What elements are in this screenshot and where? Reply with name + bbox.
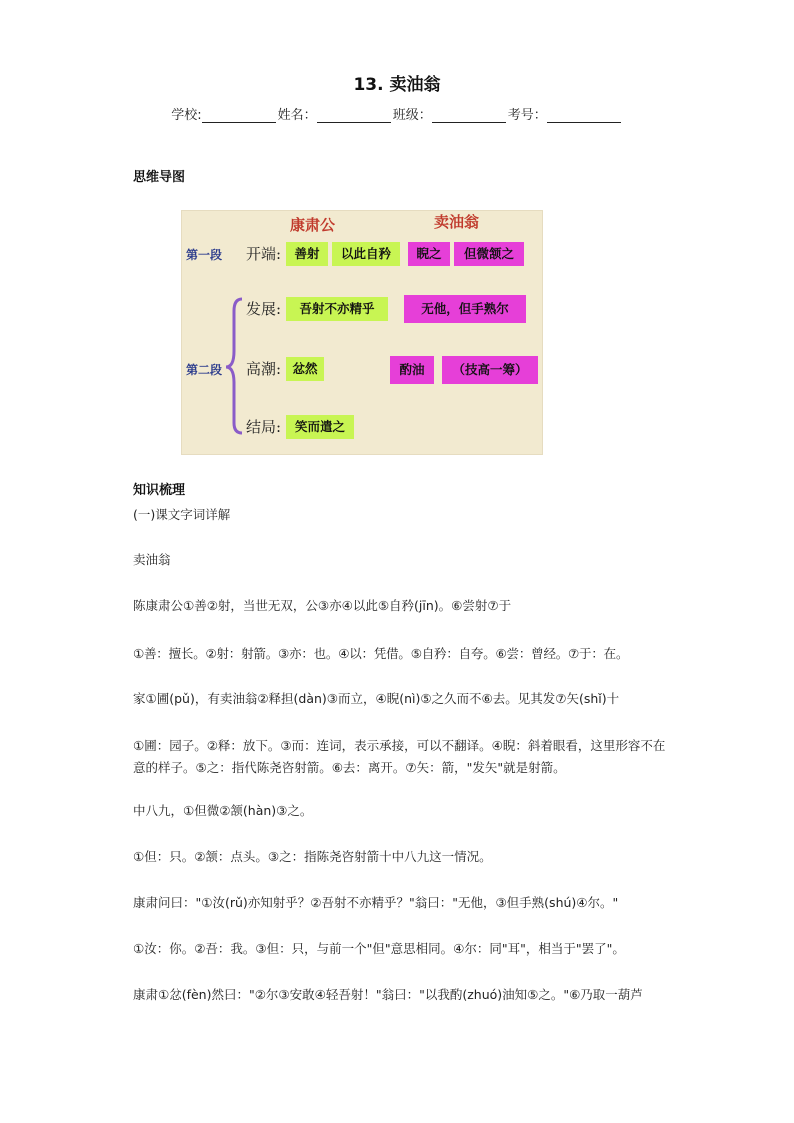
subsection-title: (一)课文字词详解 <box>133 507 231 522</box>
mindmap-label-end: 结局: <box>246 418 282 436</box>
mindmap-heading: 思维导图 <box>133 170 186 185</box>
mindmap-head-kangsu: 康肃公 <box>290 216 336 234</box>
mindmap-segment-1: 第一段 <box>186 248 223 262</box>
mindmap-label-climax: 高潮: <box>246 360 282 378</box>
school-blank[interactable] <box>202 110 276 123</box>
mindmap-segment-2: 第二段 <box>186 363 223 377</box>
name-blank[interactable] <box>317 110 391 123</box>
note-line-2: ①圃：园子。②释：放下。③而：连词，表示承接，可以不翻译。④睨：斜着眼看，这里形容不在意的样子。⑤之：指代陈尧咨射箭。⑥去：离开。⑦矢：箭，"发矢"就是射箭。 <box>133 738 666 775</box>
mindmap-box-wusheshujingbu: 吾射不亦精乎 <box>286 297 388 321</box>
mindmap-head-maiyouweng: 卖油翁 <box>434 213 480 231</box>
note-line-1: ①善：擅长。②射：射箭。③亦：也。④以：凭借。⑤自矜：自夸。⑥尝：曾经。⑦于：在。 <box>133 646 629 661</box>
mindmap-box-fenran: 忿然 <box>286 357 324 381</box>
text-line-4: 康肃问曰："①汝(rǔ)亦知射乎？②吾射不亦精乎？"翁曰："无他，③但手熟(shú)④尔。" <box>133 895 619 910</box>
exam-no-blank[interactable] <box>547 110 621 123</box>
text-line-5: 康肃①忿(fèn)然曰："②尔③安敢④轻吾射！"翁曰："以我酌(zhuó)油知⑤之。"⑥乃取一葫芦 <box>133 987 643 1002</box>
mindmap-label-develop: 发展: <box>246 300 282 318</box>
mindmap-box-wuta: 无他，但手熟尔 <box>404 295 526 323</box>
text-line-3: 中八九，①但微②颔(hàn)③之。 <box>133 803 313 818</box>
exam-no-label: 考号： <box>507 108 547 123</box>
mindmap-box-xiaoerqianzhi: 笑而遣之 <box>286 415 354 439</box>
note-line-4: ①汝：你。②吾：我。③但：只，与前一个"但"意思相同。④尔：同"耳"，相当于"罢了"。 <box>133 941 625 956</box>
mindmap-box-shanshe: 善射 <box>286 242 328 266</box>
school-label: 学校: <box>171 108 202 123</box>
name-label: 姓名： <box>277 108 317 123</box>
student-info-line <box>0 104 794 123</box>
note-line-3: ①但：只。②颔：点头。③之：指陈尧咨射箭十中八九这一情况。 <box>133 849 492 864</box>
mindmap-box-yicizijin: 以此自矜 <box>332 242 400 266</box>
mindmap-brace <box>182 211 542 454</box>
text-line-2: 家①圃(pǔ)，有卖油翁②释担(dàn)③而立，④睨(nì)⑤之久而不⑥去。见其发⑦矢(shǐ)十 <box>133 691 620 706</box>
text-line-1: 陈康肃公①善②射，当世无双，公③亦④以此⑤自矜(jīn)。⑥尝射⑦于 <box>133 598 512 613</box>
mindmap-box-jigaoyichou: （技高一筹） <box>442 356 538 384</box>
class-label: 班级： <box>392 108 432 123</box>
class-blank[interactable] <box>432 110 506 123</box>
knowledge-heading: 知识梳理 <box>133 483 186 498</box>
mindmap-box-zhuoyou: 酌油 <box>390 356 434 384</box>
text-title: 卖油翁 <box>133 552 171 567</box>
mindmap-image <box>181 210 543 455</box>
mindmap-box-danweihanzhi: 但微颔之 <box>454 242 524 266</box>
mindmap-box-nizhi: 睨之 <box>408 242 450 266</box>
mindmap-label-start: 开端: <box>246 245 282 263</box>
page-title: 13. 卖油翁 <box>353 75 441 95</box>
